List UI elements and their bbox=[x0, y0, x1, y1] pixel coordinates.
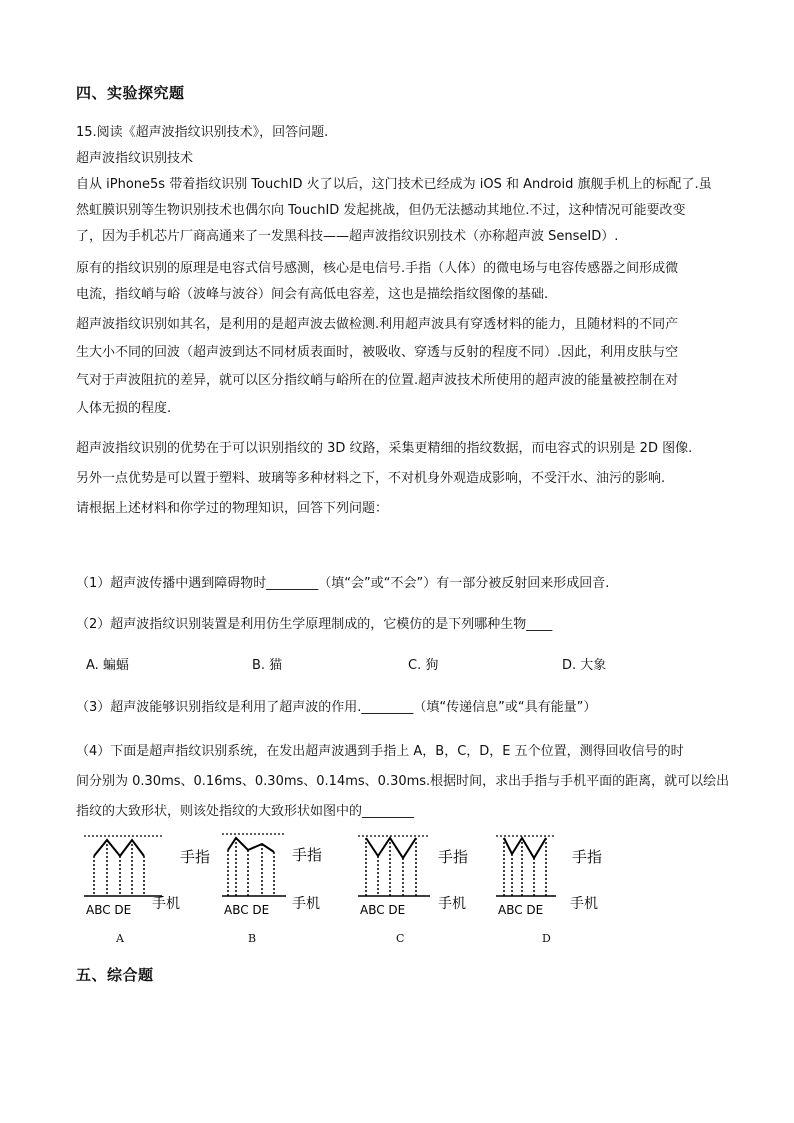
points-label: ABC DE bbox=[224, 903, 270, 916]
passage-line: 另外一点优势是可以置于塑料、玻璃等多种材料之下，不对机身外观造成影响，不受汗水、油污的影响. bbox=[76, 471, 666, 486]
figure-a bbox=[84, 826, 234, 916]
passage-line: 自从 iPhone5s 带着指纹识别 TouchID 火了以后，这门技术已经成为 iOS 和 Android 旗舰手机上的标配了.虽 bbox=[76, 177, 712, 192]
question-3: （3）超声波能够识别指纹是利用了超声波的作用.________（填“传递信息”或“具有能量”） bbox=[76, 700, 597, 715]
figure-label-c: C bbox=[396, 932, 405, 945]
passage-line: 人体无损的程度. bbox=[76, 401, 172, 416]
points-label: ABC DE bbox=[360, 903, 406, 916]
section4-title: 四、实验探究题 bbox=[76, 84, 185, 102]
passage-line: 原有的指纹识别的原理是电容式信号感测，核心是电信号.手指（人体）的微电场与电容传感器之间形成微 bbox=[76, 261, 679, 276]
figure-label-a: A bbox=[116, 932, 124, 945]
passage-line: 请根据上述材料和你学过的物理知识，回答下列问题： bbox=[76, 501, 389, 516]
phone-label: 手机 bbox=[438, 896, 466, 912]
question-4-line: 指纹的大致形状，则该处指纹的大致形状如图中的________ bbox=[76, 804, 415, 819]
passage-line: 超声波指纹识别的优势在于可以识别指纹的 3D 纹路，采集更精细的指纹数据，而电容式的识别是 2D 图像. bbox=[76, 441, 693, 456]
figure-c bbox=[358, 826, 508, 916]
passage-line: 生大小不同的回波（超声波到达不同材质表面时，被吸收、穿透与反射的程度不同）.因此，利用皮肤与空 bbox=[76, 345, 679, 360]
question-4-line: （4）下面是超声指纹识别系统，在发出超声波遇到手指上 A，B，C，D，E 五个位置，测得回收信号的时 bbox=[76, 744, 684, 759]
finger-label: 手指 bbox=[572, 848, 603, 866]
passage-line: 了，因为手机芯片厂商高通来了一发黑科技——超声波指纹识别技术（亦称超声波 SenseID）. bbox=[76, 229, 619, 244]
passage-line: 超声波指纹识别如其名，是利用的是超声波去做检测.利用超声波具有穿透材料的能力，且随材料的不同产 bbox=[76, 317, 679, 332]
option-d: D. 大象 bbox=[562, 658, 607, 673]
points-label: ABC DE bbox=[498, 903, 544, 916]
finger-label: 手指 bbox=[180, 848, 211, 866]
question-15-intro: 15.阅读《超声波指纹识别技术》，回答问题. bbox=[76, 125, 329, 140]
question-1: （1）超声波传播中遇到障碍物时________（填“会”或“不会”）有一部分被反射回来形成回音. bbox=[76, 576, 610, 591]
finger-label: 手指 bbox=[292, 846, 323, 864]
points-label: ABC DE bbox=[86, 903, 132, 916]
section5-title: 五、综合题 bbox=[76, 966, 154, 984]
article-title: 超声波指纹识别技术 bbox=[76, 151, 194, 166]
passage-line: 电流，指纹峭与峪（波峰与波谷）间会有高低电容差，这也是描绘指纹图像的基础. bbox=[76, 287, 549, 302]
phone-label: 手机 bbox=[152, 896, 180, 912]
figure-label-d: D bbox=[542, 932, 551, 945]
question-2: （2）超声波指纹识别装置是利用仿生学原理制成的，它模仿的是下列哪种生物____ bbox=[76, 617, 553, 632]
figure-d bbox=[496, 826, 646, 916]
phone-label: 手机 bbox=[570, 896, 598, 912]
phone-label: 手机 bbox=[292, 896, 320, 912]
passage-line: 然虹膜识别等生物识别技术也偶尔向 TouchID 发起挑战，但仍无法撼动其地位.不过，这种情况可能要改变 bbox=[76, 203, 686, 218]
option-a: A. 蝙蝠 bbox=[86, 658, 129, 673]
finger-label: 手指 bbox=[438, 848, 469, 866]
figure-label-b: B bbox=[248, 932, 257, 945]
question-4-line: 间分别为 0.30ms、0.16ms、0.30ms、0.14ms、0.30ms.根据时间，求出手指与手机平面的距离，就可以绘出 bbox=[76, 774, 730, 789]
option-b: B. 猫 bbox=[252, 658, 283, 673]
figure-b bbox=[222, 826, 372, 916]
passage-line: 气对于声波阻抗的差异，就可以区分指纹峭与峪所在的位置.超声波技术所使用的超声波的能量被控制在对 bbox=[76, 373, 679, 388]
option-c: C. 狗 bbox=[408, 658, 439, 673]
